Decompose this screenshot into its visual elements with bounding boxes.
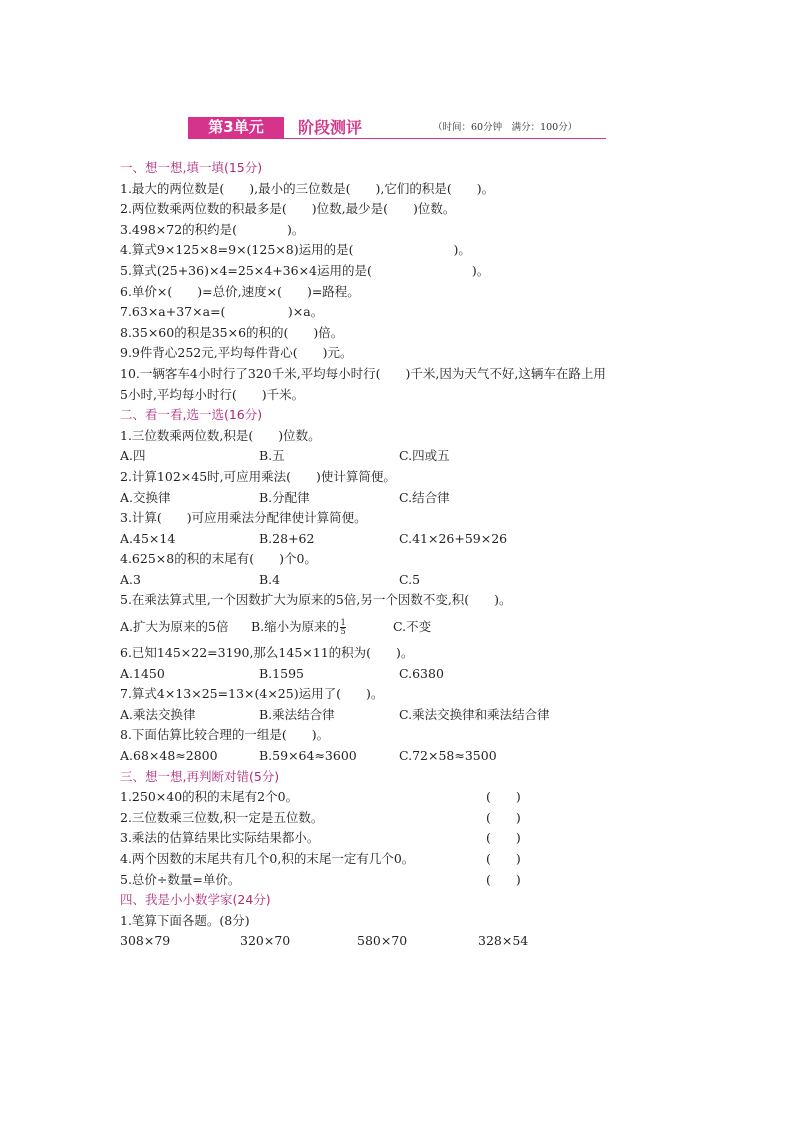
answer-paren: ( ) xyxy=(486,809,521,825)
options-2-4 xyxy=(120,570,690,591)
question-4-1: 1.笔算下面各题。(8分) xyxy=(120,912,250,928)
question-1-1: 1.最大的两位数是( ),最小的三位数是( ),它们的积是( )。 xyxy=(120,180,495,196)
option-a: A.45×14 xyxy=(120,530,176,546)
option-c: C.41×26+59×26 xyxy=(399,530,508,546)
section-1-title: 一、想一想,填一填(15分) xyxy=(120,160,263,175)
judge-item-4 xyxy=(120,849,690,870)
fraction-numerator: 1 xyxy=(340,618,346,628)
question-2-2: 2.计算102×45时,可应用乘法( )使计算简便。 xyxy=(120,468,396,484)
option-c: C.结合律 xyxy=(399,489,450,505)
options-2-2 xyxy=(120,488,690,509)
option-b: B.4 xyxy=(259,571,281,587)
option-a: A.1450 xyxy=(120,665,165,681)
question-2-8: 8.下面估算比较合理的一组是( )。 xyxy=(120,727,330,743)
answer-paren: ( ) xyxy=(486,830,521,846)
question-1-6: 6.单价×( )=总价,速度×( )=路程。 xyxy=(120,283,360,299)
option-a: A.扩大为原来的5倍 xyxy=(120,619,229,635)
question-1-4: 4.算式9×125×8=9×(125×8)运用的是( )。 xyxy=(120,242,471,258)
question-1-9: 9.9件背心252元,平均每件背心( )元。 xyxy=(120,345,353,361)
question-1-8: 8.35×60的积是35×6的积的( )倍。 xyxy=(120,324,344,340)
option-b: B.59×64≈3600 xyxy=(259,748,357,764)
judge-text: 4.两个因数的末尾共有几个0,积的末尾一定有几个0。 xyxy=(120,851,415,866)
section-4-title: 四、我是小小数学家(24分) xyxy=(120,892,271,908)
calc-item-2: 320×70 xyxy=(240,933,291,949)
option-c: C.乘法交换律和乘法结合律 xyxy=(399,706,550,722)
exam-info: （时间：60分钟 满分：100分） xyxy=(433,122,578,133)
fraction-one-fifth xyxy=(340,619,346,636)
question-2-5: 5.在乘法算式里,一个因数扩大为原来的5倍,另一个因数不变,积( )。 xyxy=(120,592,512,608)
question-1-3: 3.498×72的积约是( )。 xyxy=(120,221,305,237)
question-1-10-cont: 5小时,平均每小时行( )千米。 xyxy=(120,386,305,402)
options-2-7 xyxy=(120,705,690,726)
option-b xyxy=(251,611,393,643)
option-c: C.72×58≈3500 xyxy=(399,748,497,764)
option-b-text: B.缩小为原来的 xyxy=(251,619,340,635)
judge-item-1 xyxy=(120,787,690,808)
answer-paren: ( ) xyxy=(486,789,521,805)
question-1-5: 5.算式(25+36)×4=25×4+36×4运用的是( )。 xyxy=(120,262,490,278)
option-b: B.分配律 xyxy=(259,489,310,505)
option-b: B.28+62 xyxy=(259,530,315,546)
calc-item-3: 580×70 xyxy=(357,933,408,949)
option-a: A.乘法交换律 xyxy=(120,706,196,722)
judge-item-3 xyxy=(120,828,690,849)
options-2-5 xyxy=(120,611,690,643)
judge-text: 2.三位数乘三位数,积一定是五位数。 xyxy=(120,809,324,825)
option-c: C.不变 xyxy=(393,619,432,635)
question-2-3: 3.计算( )可应用乘法分配律使计算简便。 xyxy=(120,510,367,526)
option-b: B.1595 xyxy=(259,665,304,681)
judge-text: 3.乘法的估算结果比实际结果都小。 xyxy=(120,830,320,846)
question-2-4: 4.625×8的积的末尾有( )个0。 xyxy=(120,551,317,567)
options-2-1 xyxy=(120,446,690,467)
option-c: C.6380 xyxy=(399,665,444,681)
worksheet-content xyxy=(120,158,690,952)
question-1-2: 2.两位数乘两位数的积最多是( )位数,最少是( )位数。 xyxy=(120,201,456,217)
option-b: B.五 xyxy=(259,448,285,464)
question-1-10: 10.一辆客车4小时行了320千米,平均每小时行( )千米,因为天气不好,这辆车在路上用 xyxy=(120,365,606,381)
question-2-7: 7.算式4×13×25=13×(4×25)运用了( )。 xyxy=(120,686,384,702)
calc-item-1: 308×79 xyxy=(120,933,171,949)
options-2-8 xyxy=(120,746,690,767)
judge-text: 5.总价÷数量=单价。 xyxy=(120,871,241,887)
question-2-1: 1.三位数乘两位数,积是( )位数。 xyxy=(120,427,321,443)
question-1-7: 7.63×a+37×a=( )×a。 xyxy=(120,304,324,320)
unit-badge: 第3单元 xyxy=(188,117,284,138)
unit-header xyxy=(188,117,606,139)
option-c: C.四或五 xyxy=(399,448,450,464)
question-2-6: 6.已知145×22=3190,那么145×11的积为( )。 xyxy=(120,645,414,661)
options-2-6 xyxy=(120,664,690,685)
answer-paren: ( ) xyxy=(486,871,521,887)
calc-row xyxy=(120,931,690,952)
options-2-3 xyxy=(120,529,690,550)
option-a: A.68×48≈2800 xyxy=(120,748,218,764)
judge-text: 1.250×40的积的末尾有2个0。 xyxy=(120,789,299,805)
section-2-title: 二、看一看,选一选(16分) xyxy=(120,407,263,423)
page-title: 阶段测评 xyxy=(298,118,363,137)
section-3-title: 三、想一想,再判断对错(5分) xyxy=(120,768,280,784)
judge-item-5 xyxy=(120,870,690,891)
answer-paren: ( ) xyxy=(486,851,521,866)
calc-item-4: 328×54 xyxy=(478,933,529,949)
option-c: C.5 xyxy=(399,571,421,587)
header-rule xyxy=(188,138,606,139)
option-b: B.乘法结合律 xyxy=(259,706,335,722)
option-a: A.3 xyxy=(120,571,141,587)
option-a: A.四 xyxy=(120,448,146,464)
option-a: A.交换律 xyxy=(120,489,171,505)
fraction-denominator: 5 xyxy=(340,627,346,637)
judge-item-2 xyxy=(120,808,690,829)
